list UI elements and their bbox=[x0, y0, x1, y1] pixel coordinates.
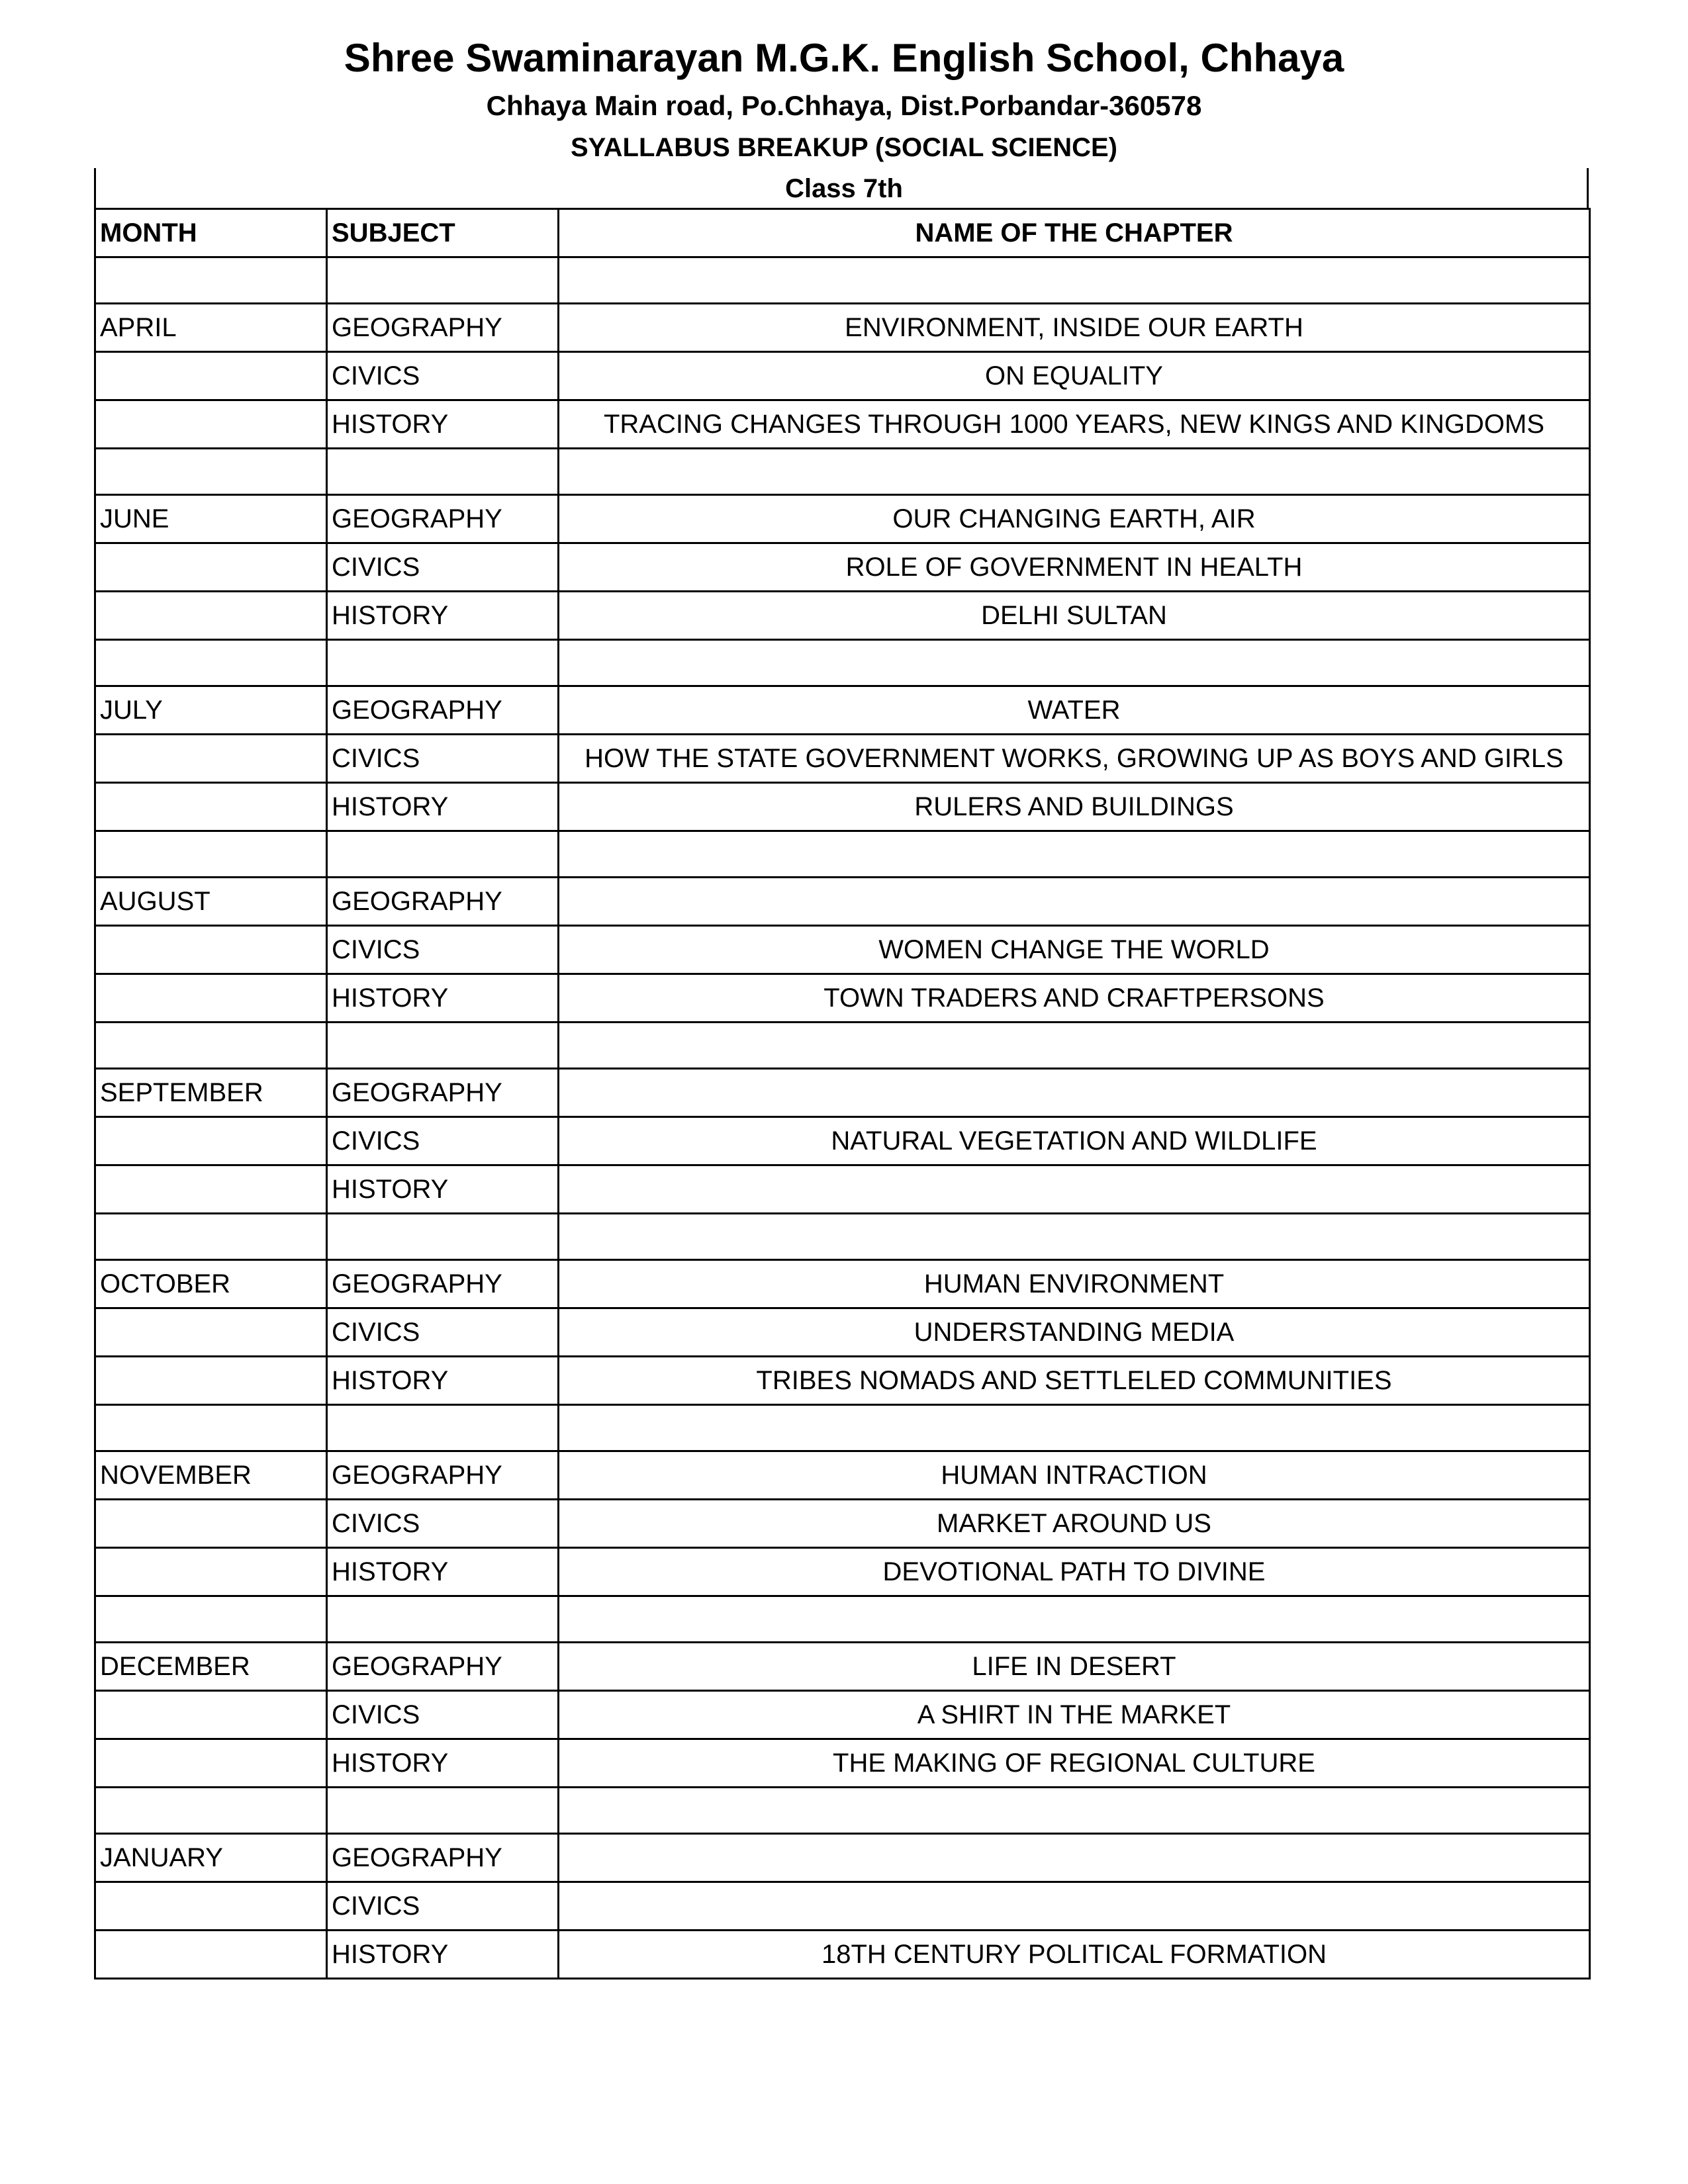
cell-subject: HISTORY bbox=[327, 974, 559, 1023]
cell-chapter bbox=[559, 449, 1590, 495]
cell-subject: GEOGRAPHY bbox=[327, 878, 559, 926]
cell-month bbox=[95, 1023, 327, 1069]
cell-subject: CIVICS bbox=[327, 1117, 559, 1165]
table-row bbox=[95, 640, 1590, 686]
table-row bbox=[95, 831, 1590, 878]
cell-subject: HISTORY bbox=[327, 400, 559, 449]
cell-month bbox=[95, 926, 327, 974]
cell-chapter bbox=[559, 257, 1590, 304]
cell-month bbox=[95, 352, 327, 400]
cell-subject: CIVICS bbox=[327, 1882, 559, 1931]
table-row bbox=[95, 449, 1590, 495]
cell-subject: CIVICS bbox=[327, 1308, 559, 1357]
table-row bbox=[95, 1931, 1590, 1979]
table-row bbox=[95, 974, 1590, 1023]
cell-month: JULY bbox=[95, 686, 327, 735]
class-label: Class 7th bbox=[785, 174, 903, 203]
table-row bbox=[95, 1405, 1590, 1451]
cell-chapter: WATER bbox=[559, 686, 1590, 735]
table-row bbox=[95, 1165, 1590, 1214]
table-row bbox=[95, 1357, 1590, 1405]
cell-month bbox=[95, 1931, 327, 1979]
table-row bbox=[95, 783, 1590, 831]
cell-subject: GEOGRAPHY bbox=[327, 686, 559, 735]
cell-chapter bbox=[559, 1023, 1590, 1069]
cell-subject: CIVICS bbox=[327, 926, 559, 974]
table-row bbox=[95, 1691, 1590, 1739]
cell-chapter: OUR CHANGING EARTH, AIR bbox=[559, 495, 1590, 543]
cell-month bbox=[95, 1548, 327, 1596]
cell-subject: HISTORY bbox=[327, 1548, 559, 1596]
column-header-subject: SUBJECT bbox=[327, 209, 559, 257]
table-row bbox=[95, 878, 1590, 926]
table-row bbox=[95, 1596, 1590, 1643]
cell-month bbox=[95, 1214, 327, 1260]
cell-chapter: UNDERSTANDING MEDIA bbox=[559, 1308, 1590, 1357]
table-row bbox=[95, 1643, 1590, 1691]
cell-subject: CIVICS bbox=[327, 735, 559, 783]
cell-month bbox=[95, 543, 327, 592]
cell-chapter: RULERS AND BUILDINGS bbox=[559, 783, 1590, 831]
cell-month bbox=[95, 1357, 327, 1405]
table-row bbox=[95, 304, 1590, 352]
table-row bbox=[95, 1548, 1590, 1596]
cell-chapter bbox=[559, 1882, 1590, 1931]
cell-subject bbox=[327, 640, 559, 686]
cell-subject bbox=[327, 1405, 559, 1451]
cell-chapter bbox=[559, 1834, 1590, 1882]
cell-chapter: HUMAN INTRACTION bbox=[559, 1451, 1590, 1500]
cell-chapter: LIFE IN DESERT bbox=[559, 1643, 1590, 1691]
cell-chapter: 18TH CENTURY POLITICAL FORMATION bbox=[559, 1931, 1590, 1979]
cell-chapter bbox=[559, 1788, 1590, 1834]
column-header-chapter: NAME OF THE CHAPTER bbox=[559, 209, 1590, 257]
table-row bbox=[95, 352, 1590, 400]
cell-subject: HISTORY bbox=[327, 783, 559, 831]
cell-subject: GEOGRAPHY bbox=[327, 1451, 559, 1500]
cell-month: SEPTEMBER bbox=[95, 1069, 327, 1117]
table-row bbox=[95, 400, 1590, 449]
cell-chapter: NATURAL VEGETATION AND WILDLIFE bbox=[559, 1117, 1590, 1165]
cell-chapter: THE MAKING OF REGIONAL CULTURE bbox=[559, 1739, 1590, 1788]
cell-month bbox=[95, 640, 327, 686]
cell-chapter: ROLE OF GOVERNMENT IN HEALTH bbox=[559, 543, 1590, 592]
table-row bbox=[95, 1214, 1590, 1260]
cell-chapter: HOW THE STATE GOVERNMENT WORKS, GROWING UP AS BOYS AND GIRLS bbox=[559, 735, 1590, 783]
cell-chapter: DEVOTIONAL PATH TO DIVINE bbox=[559, 1548, 1590, 1596]
table-row bbox=[95, 926, 1590, 974]
cell-month bbox=[95, 1882, 327, 1931]
cell-subject: CIVICS bbox=[327, 1500, 559, 1548]
cell-chapter: DELHI SULTAN bbox=[559, 592, 1590, 640]
table-row bbox=[95, 1308, 1590, 1357]
cell-chapter bbox=[559, 640, 1590, 686]
cell-subject: CIVICS bbox=[327, 1691, 559, 1739]
cell-chapter: ENVIRONMENT, INSIDE OUR EARTH bbox=[559, 304, 1590, 352]
cell-month: NOVEMBER bbox=[95, 1451, 327, 1500]
cell-chapter: TRACING CHANGES THROUGH 1000 YEARS, NEW KINGS AND KINGDOMS bbox=[559, 400, 1590, 449]
cell-month: APRIL bbox=[95, 304, 327, 352]
cell-subject: HISTORY bbox=[327, 1931, 559, 1979]
cell-subject: CIVICS bbox=[327, 543, 559, 592]
cell-month bbox=[95, 1117, 327, 1165]
cell-chapter: TRIBES NOMADS AND SETTLELED COMMUNITIES bbox=[559, 1357, 1590, 1405]
cell-subject: HISTORY bbox=[327, 592, 559, 640]
table-row bbox=[95, 686, 1590, 735]
cell-chapter: WOMEN CHANGE THE WORLD bbox=[559, 926, 1590, 974]
table-header bbox=[95, 209, 1590, 257]
cell-chapter bbox=[559, 1214, 1590, 1260]
cell-month: OCTOBER bbox=[95, 1260, 327, 1308]
table-row bbox=[95, 1260, 1590, 1308]
cell-month: AUGUST bbox=[95, 878, 327, 926]
cell-chapter bbox=[559, 831, 1590, 878]
cell-chapter: HUMAN ENVIRONMENT bbox=[559, 1260, 1590, 1308]
table-row bbox=[95, 1882, 1590, 1931]
cell-chapter: MARKET AROUND US bbox=[559, 1500, 1590, 1548]
cell-month bbox=[95, 592, 327, 640]
cell-subject: HISTORY bbox=[327, 1357, 559, 1405]
cell-chapter: A SHIRT IN THE MARKET bbox=[559, 1691, 1590, 1739]
cell-subject: CIVICS bbox=[327, 352, 559, 400]
cell-subject bbox=[327, 1023, 559, 1069]
cell-month bbox=[95, 1500, 327, 1548]
cell-subject bbox=[327, 1788, 559, 1834]
table-row bbox=[95, 1788, 1590, 1834]
cell-month bbox=[95, 735, 327, 783]
cell-subject: GEOGRAPHY bbox=[327, 1643, 559, 1691]
cell-subject bbox=[327, 449, 559, 495]
cell-subject bbox=[327, 1214, 559, 1260]
cell-month: JUNE bbox=[95, 495, 327, 543]
table-row bbox=[95, 1069, 1590, 1117]
syllabus-table bbox=[94, 208, 1591, 1979]
cell-chapter bbox=[559, 1165, 1590, 1214]
cell-chapter bbox=[559, 1596, 1590, 1643]
cell-subject: GEOGRAPHY bbox=[327, 304, 559, 352]
table-row bbox=[95, 257, 1590, 304]
cell-month bbox=[95, 257, 327, 304]
table-row bbox=[95, 1834, 1590, 1882]
cell-subject: GEOGRAPHY bbox=[327, 1834, 559, 1882]
cell-month bbox=[95, 1788, 327, 1834]
table-row bbox=[95, 543, 1590, 592]
table-row bbox=[95, 1739, 1590, 1788]
cell-subject bbox=[327, 1596, 559, 1643]
table-row bbox=[95, 1023, 1590, 1069]
cell-month bbox=[95, 1596, 327, 1643]
cell-chapter bbox=[559, 1069, 1590, 1117]
school-name: Shree Swaminarayan M.G.K. English School, Chhaya bbox=[344, 36, 1344, 80]
cell-month: JANUARY bbox=[95, 1834, 327, 1882]
cell-subject: GEOGRAPHY bbox=[327, 1260, 559, 1308]
cell-month: DECEMBER bbox=[95, 1643, 327, 1691]
cell-chapter: ON EQUALITY bbox=[559, 352, 1590, 400]
cell-month bbox=[95, 400, 327, 449]
table-row bbox=[95, 1451, 1590, 1500]
cell-subject: HISTORY bbox=[327, 1165, 559, 1214]
cell-month bbox=[95, 783, 327, 831]
cell-month bbox=[95, 1691, 327, 1739]
cell-subject: HISTORY bbox=[327, 1739, 559, 1788]
cell-chapter: TOWN TRADERS AND CRAFTPERSONS bbox=[559, 974, 1590, 1023]
table-row bbox=[95, 1117, 1590, 1165]
cell-subject bbox=[327, 257, 559, 304]
table-row bbox=[95, 495, 1590, 543]
school-address: Chhaya Main road, Po.Chhaya, Dist.Porbandar-360578 bbox=[486, 90, 1202, 121]
column-header-month: MONTH bbox=[95, 209, 327, 257]
document-title: SYALLABUS BREAKUP (SOCIAL SCIENCE) bbox=[570, 133, 1118, 162]
cell-month bbox=[95, 1405, 327, 1451]
table-row bbox=[95, 592, 1590, 640]
cell-chapter bbox=[559, 878, 1590, 926]
cell-month bbox=[95, 1308, 327, 1357]
cell-month bbox=[95, 831, 327, 878]
table-row bbox=[95, 1500, 1590, 1548]
cell-subject bbox=[327, 831, 559, 878]
cell-month bbox=[95, 449, 327, 495]
cell-subject: GEOGRAPHY bbox=[327, 495, 559, 543]
cell-month bbox=[95, 1739, 327, 1788]
cell-chapter bbox=[559, 1405, 1590, 1451]
cell-month bbox=[95, 1165, 327, 1214]
table-row bbox=[95, 735, 1590, 783]
cell-subject: GEOGRAPHY bbox=[327, 1069, 559, 1117]
table-header-row bbox=[95, 209, 1590, 257]
table-body bbox=[95, 257, 1590, 1979]
cell-month bbox=[95, 974, 327, 1023]
